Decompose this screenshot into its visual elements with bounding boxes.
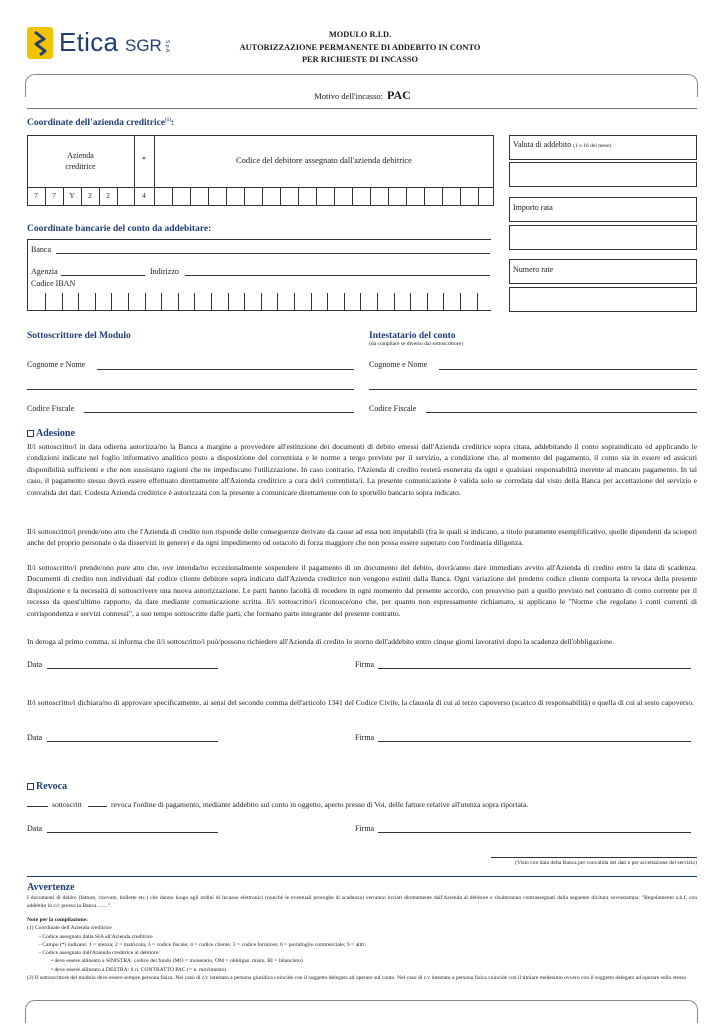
adesione-paragraph-1: Il/i sottoscritto/i in data odierna autorizza/no la Banca a margine a provvedere all'estinzione dei documenti di debito emessi dall'Azienda creditrice sopra citata, addebitando il conto sopraindicato ed applicando le condizioni indicate nel foglio informativo analitico posto a disposizione del correntista e le norme a tergo previste per il servizio, a condizione che, al momento del pagamento, il conto sia in essere ed assicuri disponibilità sufficienti e che non sussistano ragioni che ne impediscano l'utilizzazione. In caso contrario, l'Azienda di credito resterà esonerata da ogni e qualsiasi responsabilità inerente al mancato pagamento. In tal caso, il pagamento stesso dovrà essere effettuato direttamente all'Azienda creditrice a cura del/i correntista/i. La presente comunicazione è valida solo se corredata dal visto della Banca per accettazione del servizio e convalida dei dati. Codesta Azienda creditrice è autorizzata con la presente a comunicare direttamente con lo sportello bancario sopra indicato. (27, 442, 697, 497)
intestatario-title: Intestatario del conto (369, 331, 456, 341)
revoca-firma-field[interactable] (378, 832, 691, 833)
bank-left-border (27, 239, 28, 310)
code-tick (172, 187, 173, 206)
motivo-label: Motivo dell'incasso: (314, 91, 384, 101)
adesione-title-text: Adesione (36, 428, 75, 439)
sottoscrittore-title: Sottoscrittore del Modulo (27, 331, 131, 341)
iban-cell-tick (128, 293, 129, 310)
adesione-paragraph-4: In deroga al primo comma, si informa che il/i sottoscritto/i può/possono richiedere all'Azienda di credito lo storno dell'addebito entro cinque giorni lavorativi dopo la scadenza dell'obbligazione. (27, 637, 615, 646)
intestatario-subtitle: (da compilare se diverso dal sottoscrittore) (369, 341, 463, 347)
note-2: (2) Il sottoscrittore del modulo deve essere sempre persona fisica. Nel caso di c/c intestato a persona giuridica coincide con il soggetto delegato ad operare sul conto. Nel caso di c/c intestato a persona fisica coincide con il titolare medesimo ovvero con il soggetto delegato ad operare sullo stesso (27, 975, 687, 982)
code-tick (226, 187, 227, 206)
adesione-firma-label: Firma (355, 660, 375, 669)
adesione-firma-label-2: Firma (355, 733, 375, 742)
codice-debitore-label: Codice del debitore assegnato dall'azienda debitrice (236, 155, 412, 165)
iban-field[interactable] (27, 310, 491, 311)
iban-cell-tick (277, 293, 278, 310)
code-tick (388, 187, 389, 206)
code-tick (406, 187, 407, 206)
revoca-suffix-field[interactable] (88, 806, 107, 807)
revoca-title-text: Revoca (36, 781, 68, 792)
bottom-frame-line (35, 1000, 687, 1001)
indirizzo-label: Indirizzo (150, 267, 179, 276)
iban-cell-tick (443, 293, 444, 310)
iban-cell-tick (178, 293, 179, 310)
code-tick (190, 187, 191, 206)
note-1e: • deve essere allineato a DESTRA: il n. CONTRATTO PAC (= n. movimento) (51, 966, 227, 973)
iban-cell-tick (311, 293, 312, 310)
revoca-text: revoca l'ordine di pagamento, mediante addebito sul conto in oggetto, aperto presso di Voi, delle fatture relative all'utenza sopra riportata. (111, 800, 529, 809)
note-1a: - Codice assegnato dalla SIA all'Azienda creditrice (39, 933, 153, 940)
azienda-line-2: creditrice (65, 162, 96, 171)
numero-rate-input[interactable] (509, 287, 697, 312)
revoca-data-label: Data (27, 824, 43, 833)
avvertenze-title: Avvertenze (27, 882, 75, 893)
iban-cell-tick (410, 293, 411, 310)
iban-cell-tick (111, 293, 112, 310)
iban-cell-tick (78, 293, 79, 310)
sott-cognome-field-2[interactable] (27, 389, 354, 390)
bottom-frame-left (25, 1000, 46, 1023)
importo-input[interactable] (509, 225, 697, 250)
logo-sgr: SGR (125, 36, 162, 55)
int-cf-field[interactable] (426, 412, 697, 413)
valuta-label (513, 140, 611, 149)
code-tick (352, 187, 353, 206)
adesione-firma-field-2[interactable] (378, 741, 691, 742)
code-tick (442, 187, 443, 206)
iban-cell-tick (228, 293, 229, 310)
revoca-name-field[interactable] (27, 806, 48, 807)
iban-cell-tick (194, 293, 195, 310)
code-tick (262, 187, 263, 206)
bottom-frame-right (680, 1000, 698, 1023)
iban-cell-tick (360, 293, 361, 310)
agenzia-field[interactable] (61, 275, 145, 276)
note-1d: • deve essere allineato a SINISTRA: codice del fondo (MO = monetario, OM = obbligaz. misto, BI = bilanciato) (51, 958, 303, 965)
motivo-divider (27, 108, 697, 109)
adesione-title (27, 428, 75, 439)
iban-cell-tick (460, 293, 461, 310)
note-1: (1) Coordinate dell'Azienda creditrice (27, 925, 112, 932)
code-char: 2 (88, 191, 92, 200)
title-line-1: MODULO R.I.D. (328, 30, 392, 39)
int-cognome-field-2[interactable] (369, 389, 697, 390)
iban-cell-tick (427, 293, 428, 310)
iban-cell-tick (344, 293, 345, 310)
iban-cell-tick (211, 293, 212, 310)
compilazione-notes (27, 916, 697, 982)
adesione-firma-field[interactable] (378, 668, 691, 669)
creditor-title-text: Coordinate dell'azienda creditrice (27, 118, 166, 129)
valuta-note: (1 o 16 del mese) (573, 143, 612, 149)
adesione-checkbox[interactable] (27, 430, 34, 437)
iban-cell-tick (377, 293, 378, 310)
int-cognome-label: Cognome e Nome (369, 360, 428, 369)
visto-banca-field[interactable] (491, 857, 697, 858)
logo-spa: S.p.A. (164, 40, 170, 54)
code-char: 2 (106, 191, 110, 200)
code-char: Y (69, 191, 75, 200)
creditor-title-colon: : (170, 118, 175, 129)
iban-cell-tick (394, 293, 395, 310)
code-tick (370, 187, 371, 206)
iban-cell-tick (62, 293, 63, 310)
avvertenze-text: I documenti di debito (fatture, ricevute, bollette etc.) che danno luogo agli ordini di incasso elettronici (nonché le eventuali proroghe di scadenza) verranno inviati direttamente dall'Azienda al debitore e risulteranno contrassegnati dalla seguente dicitura sovrastampa: "Regolamento s.b.f. con addebito in c/c presso la Banca .......". (27, 895, 697, 909)
creditor-title-sup: (1) (165, 118, 171, 123)
iban-cell-tick (145, 293, 146, 310)
iban-label: Codice IBAN (31, 279, 76, 288)
code-tick (460, 187, 461, 206)
revoca-firma-label: Firma (355, 824, 375, 833)
code-tick (316, 187, 317, 206)
code-char: 4 (142, 191, 146, 200)
note-1b: - Campo (*) indicare: 1 = utenza; 2 = matricola; 3 = codice fiscale; 4 = codice cliente; 5 = codice fornitore; 6 = portafoglio commerciale; 9 = altri; (39, 941, 367, 948)
bank-section-title: Coordinate bancarie del conto da addebitare: (27, 224, 212, 234)
revoca-checkbox[interactable] (27, 783, 34, 790)
banca-label: Banca (31, 245, 51, 254)
iban-cell-tick (161, 293, 162, 310)
revoca-title (27, 781, 67, 792)
creditor-section-title (27, 118, 174, 128)
azienda-line-1: Azienda (67, 151, 94, 160)
iban-cell-tick (261, 293, 262, 310)
adesione-data-label-2: Data (27, 733, 43, 742)
adesione-paragraph-3: Il/i sottoscritto/i prende/ono pure atto che, ove intenda/no eccezionalmente sospendere il pagamento di un documento del debito, dovrà/anno dare immediato avvito all'Azienda di credito entro la data di scadenza. Documenti di credito non individuati dal codice cliente debitore sopra indicato dall'Azienda creditrice non vengono estinti dalla Banca. Ogni variazione del predetto codice cliente comporta la revoca della presente disposizione e la necessità di sottoscrivere una nuova autorizzazione. Le parti hanno facoltà di recedere in ogni momento dal presente accordo, con preavviso pari a quello previsto nel contratto di conto corrente per il recesso da quest'ultimo rapporto, da dare mediante comunicazione scritta. Il/i sottoscritto/i riconosce/ono che, per quanto non espressamente richiamato, si applicano le "Norme che regolano i conti correnti di corrispondenza e servizi connessi", a suo tempo sottoscritte dalle parti, che formano parte integrante del presente contratto. (27, 563, 697, 618)
logo-mark-icon (27, 27, 53, 59)
int-cf-label: Codice Fiscale (369, 404, 417, 413)
note-1c: - Codice assegnato dall'Azienda creditrice al debitore: (39, 950, 160, 957)
note-title: Note per la compilazione: (27, 917, 88, 923)
iban-cell-tick (477, 293, 478, 310)
avvertenze-divider (27, 876, 697, 877)
importo-label: Importo rata (513, 203, 553, 212)
code-tick (244, 187, 245, 206)
logo-text: Etica (59, 27, 119, 57)
code-tick (334, 187, 335, 206)
sott-cognome-label: Cognome e Nome (27, 360, 86, 369)
code-tick (424, 187, 425, 206)
numero-rate-label: Numero rate (513, 265, 554, 274)
title-line-2: AUTORIZZAZIONE PERMANENTE DI ADDEBITO IN CONTO (239, 42, 481, 52)
creditor-vline-2 (154, 135, 155, 206)
document-title (210, 29, 510, 67)
top-frame-line (35, 74, 687, 75)
sott-cf-label: Codice Fiscale (27, 404, 75, 413)
code-char: 7 (52, 191, 56, 200)
code-tick (298, 187, 299, 206)
code-tick (280, 187, 281, 206)
campo-star: * (142, 155, 146, 164)
adesione-paragraph-5: Il/i sottoscritto/i dichiara/no di approvare specificamente, ai sensi del secondo comma dell'articolo 1341 del Codice Civile, la clausola di cui al terzo capoverso (scarico di responsabilità) e quella di cui al sesto capoverso. (27, 698, 695, 707)
valuta-input[interactable] (509, 162, 697, 187)
code-tick (478, 187, 479, 206)
int-cognome-field[interactable] (439, 369, 697, 370)
code-tick (117, 187, 118, 206)
iban-cell-tick (327, 293, 328, 310)
bank-top-line (27, 239, 491, 240)
sott-cognome-field[interactable] (97, 369, 354, 370)
code-char: 7 (34, 191, 38, 200)
valuta-label-text: Valuta di addebito (513, 140, 572, 149)
iban-cell-tick (45, 293, 46, 310)
revoca-sottoscritt: sottoscritt (52, 800, 82, 809)
iban-cell-tick (244, 293, 245, 310)
indirizzo-field[interactable] (185, 275, 490, 276)
azienda-creditrice-label (27, 150, 134, 172)
motivo-value: PAC (387, 88, 411, 102)
iban-cell-tick (294, 293, 295, 310)
banca-field[interactable] (56, 253, 490, 254)
adesione-data-field-2[interactable] (47, 741, 218, 742)
title-line-3: PER RICHIESTE DI INCASSO (301, 55, 419, 64)
adesione-paragraph-2: Il/i sottoscritto/i prende/ono atto che l'Azienda di credito non risponde delle conseguenze derivate da cause ad essa non imputabili (fra le quali si indicano, a titolo puramente esemplificativo, quelle dipendenti da scioperi anche del proprio personale o da disservizi in genere) e da ogni impedimento od ostacolo di forza maggiore che non possa essere superato con l'ordinaria diligenza. (27, 527, 697, 548)
revoca-data-field[interactable] (47, 832, 218, 833)
company-logo (27, 27, 187, 61)
motivo-row (0, 86, 725, 104)
agenzia-label: Agenzia (31, 267, 58, 276)
sott-cf-field[interactable] (84, 412, 354, 413)
visto-banca-note: (Visto con data della Banca per convalida dei dati e per accettazione del servizio) (515, 860, 697, 866)
adesione-data-label: Data (27, 660, 43, 669)
iban-cell-tick (95, 293, 96, 310)
adesione-data-field[interactable] (47, 668, 218, 669)
code-tick (208, 187, 209, 206)
